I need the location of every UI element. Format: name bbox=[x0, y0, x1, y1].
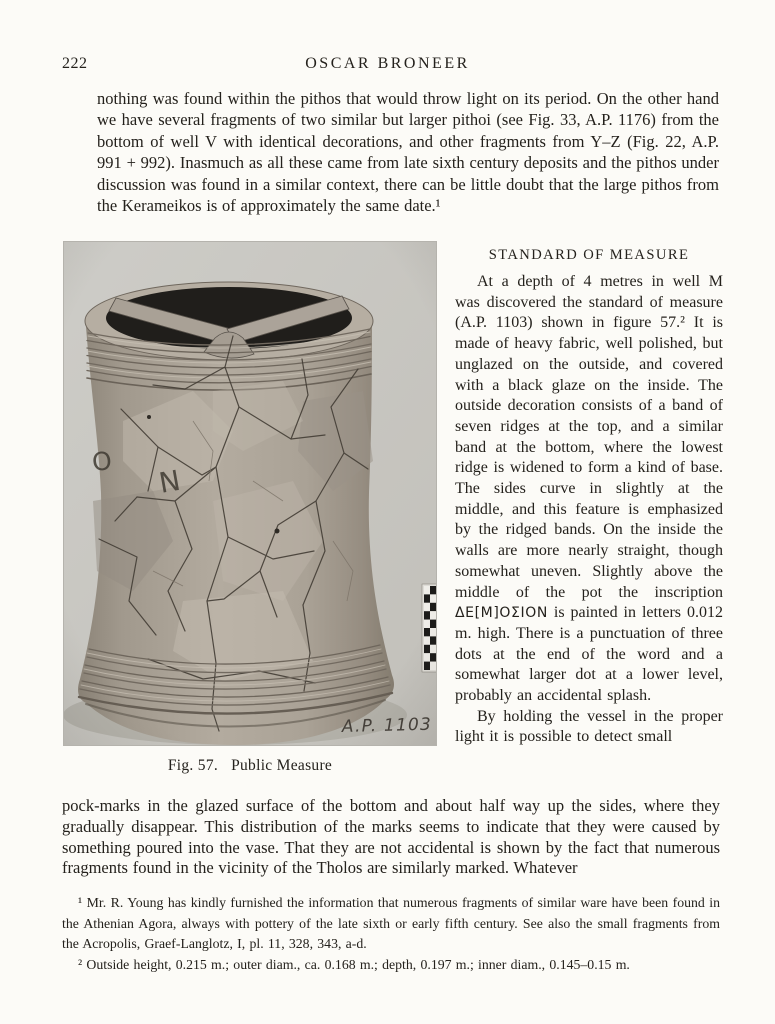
footnote-1: ¹ Mr. R. Young has kindly furnished the information that numerous fragments of similar ware have been found in the Athenian Agora, always with pottery of the late sixth or early fifth century. See also the small fragments from the Acropolis, Graef-Langlotz, I, pl. 11, 328, 343, a-d. bbox=[62, 895, 720, 952]
photo-vignette bbox=[63, 241, 437, 746]
figure-caption-label: Fig. 57. bbox=[167, 757, 219, 774]
section-paragraph-1-text: At a depth of 4 metres in well M was discovered the standard of measure (A.P. 1103) shown in figure 57.² It is made of heavy fabric, well polished, but unglazed on the outside, and covered with a black glaze on the inside. The outside decoration consists of a band of seven ridges at the top, and a similar band at the bottom, where the lowest ridge is widened to form a kind of base. The sides curve in slightly at the middle, and this feature is emphasized by the ridged bands. On the inside the walls are more nearly straight, though somewhat uneven. Slightly above the middle of the pot the inscription bbox=[455, 273, 723, 601]
figure-caption-title: Public Measure bbox=[231, 757, 333, 774]
section-paragraph-1-cont: is painted in letters 0.012 m. high. There is a punctuation of three dots at the end of the word and a somewhat larger dot at a lower level, probably an accidental splash. bbox=[455, 604, 723, 705]
intro-paragraph: nothing was found within the pithos that would throw light on its period. On the other hand we have several fragments of two similar but larger pithoi (see Fig. 33, A.P. 1176) from the bottom of well V with identical decorations, and other fragments from Y–Z (Fig. 22, A.P. 991 + 992). Inasmuch as all these came from late sixth century deposits and the pithos under discussion was found in a similar context, there can be little doubt that the large pithos from the Kerameikos is of approximately the same date.¹ bbox=[97, 89, 719, 216]
vessel-photograph bbox=[63, 241, 437, 746]
footnotes bbox=[62, 893, 720, 976]
section-column bbox=[455, 247, 723, 748]
greek-inscription: ΔΕ[Μ]ΟΣΙΟΝ bbox=[455, 605, 548, 622]
running-head: OSCAR BRONEER bbox=[305, 55, 470, 72]
figure-caption bbox=[63, 757, 437, 775]
continuation-paragraph: pock-marks in the glazed surface of the bottom and about half way up the sides, where they gradually disappear. This distribution of the marks seems to indicate that they were caused by something poured into the vase. That they are not accidental is shown by the fact that numerous fragments found in the vicinity of the Tholos are similarly marked. Whatever bbox=[62, 796, 720, 878]
section-paragraph-2: By holding the vessel in the proper light it is possible to detect small bbox=[455, 707, 723, 746]
figure-photo bbox=[63, 241, 437, 746]
section-heading: STANDARD OF MEASURE bbox=[488, 247, 690, 263]
footnote-2: ² Outside height, 0.215 m.; outer diam., ca. 0.168 m.; depth, 0.197 m.; inner diam., 0.145–0.15 m. bbox=[78, 957, 630, 973]
page-number: 222 bbox=[62, 55, 88, 72]
section-paragraph-1 bbox=[455, 272, 723, 707]
